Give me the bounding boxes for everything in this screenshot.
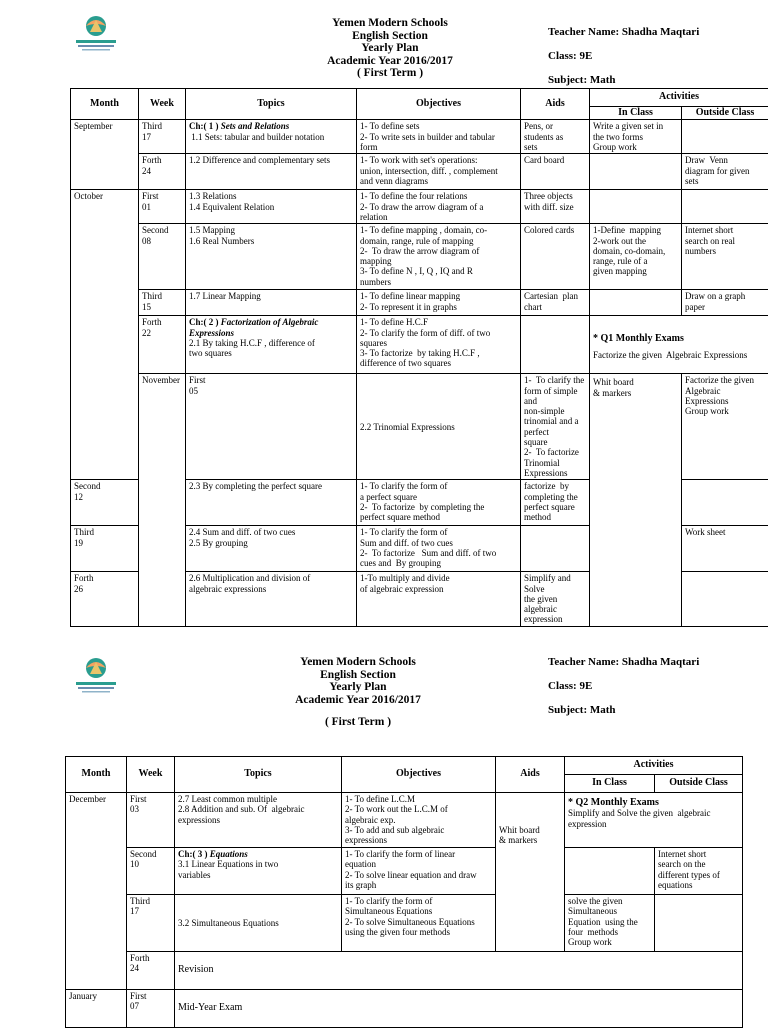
- topic-cell: 1.5 Mapping 1.6 Real Numbers: [186, 224, 357, 290]
- outside-class-cell: Draw Venn diagram for given sets: [682, 154, 768, 190]
- table-row: [71, 190, 768, 224]
- academic-year: Academic Year 2016/2017: [290, 55, 490, 68]
- outside-class-cell: Internet short search on the different types of equations: [655, 848, 743, 895]
- in-class-cell: Write a given set in the two forms Group work: [590, 120, 682, 154]
- objective-cell: 1- To clarify the form of a perfect square 2- To factorize by completing the perfect square method: [357, 480, 521, 526]
- aids-cell: Whit board & markers: [590, 374, 682, 626]
- table-row: [66, 793, 743, 848]
- col-outside-class: Outside Class: [655, 775, 743, 793]
- class-name: Class: 9E: [548, 50, 592, 62]
- topic-cell: 2.3 By completing the perfect square: [186, 480, 357, 526]
- month-cell: September: [71, 120, 139, 190]
- table-row: [66, 895, 743, 952]
- month-cell: January: [66, 990, 127, 1028]
- table-row: [66, 848, 743, 895]
- objective-cell: 1- To clarify the form of linear equation 2- To solve linear equation and draw its graph: [342, 848, 496, 895]
- header-titles: [258, 656, 458, 729]
- week-cell: First 05: [186, 374, 357, 480]
- outside-class-cell: [682, 190, 768, 224]
- term: ( First Term ): [290, 67, 490, 80]
- topic-cell: 2.6 Multiplication and division of algebraic expressions: [186, 572, 357, 626]
- table-row: [71, 290, 768, 316]
- objective-cell: 1- To define the four relations 2- To draw the arrow diagram of a relation: [357, 190, 521, 224]
- aids-cell: Card board: [521, 154, 590, 190]
- col-topics: Topics: [175, 757, 342, 793]
- month-cell: October: [71, 190, 139, 480]
- week-cell: Forth 26: [71, 572, 139, 626]
- col-week: Week: [127, 757, 175, 793]
- in-class-cell: Simplify and Solve the given algebraic expression: [521, 572, 590, 626]
- topic-cell: Ch:( 1 ) Sets and Relations 1.1 Sets: tabular and builder notation: [186, 120, 357, 154]
- week-cell: Third 15: [139, 290, 186, 316]
- table-row: [66, 952, 743, 990]
- topic-cell: 1.2 Difference and complementary sets: [186, 154, 357, 190]
- revision-cell: Revision: [175, 952, 743, 990]
- topic-cell: 2.2 Trinomial Expressions: [357, 374, 521, 480]
- school-name: Yemen Modern Schools: [290, 17, 490, 30]
- table-row: [71, 154, 768, 190]
- week-cell: First 07: [127, 990, 175, 1028]
- table-row: [71, 224, 768, 290]
- week-cell: Third 17: [139, 120, 186, 154]
- exam-period-cell: Mid-Year Exam: [175, 990, 743, 1028]
- in-class-cell: Factorize the given Algebraic Expressions Group work: [682, 374, 768, 480]
- outside-class-cell: Draw on a graph paper: [682, 290, 768, 316]
- in-class-cell: factorize by completing the perfect square method: [521, 480, 590, 526]
- school-logo: [70, 12, 122, 56]
- aids-cell: [521, 316, 590, 374]
- topic-cell: 3.2 Simultaneous Equations: [175, 895, 342, 952]
- topic-cell: 2.4 Sum and diff. of two cues 2.5 By grouping: [186, 526, 357, 572]
- col-aids: Aids: [496, 757, 565, 793]
- table-row: [71, 374, 768, 480]
- week-cell: Third 19: [71, 526, 139, 572]
- outside-class-cell: [655, 895, 743, 952]
- plan-title: Yearly Plan: [290, 42, 490, 55]
- subject-name: Subject: Math: [548, 704, 616, 716]
- month-cell: November: [139, 374, 186, 626]
- col-activities: Activities: [565, 757, 743, 775]
- table-row: [66, 990, 743, 1028]
- week-cell: Forth 24: [127, 952, 175, 990]
- outside-class-cell: Work sheet: [682, 526, 768, 572]
- week-cell: Second 12: [71, 480, 139, 526]
- objective-cell: 1- To define linear mapping 2- To represent it in graphs: [357, 290, 521, 316]
- objective-cell: 1- To define L.C.M 2- To work out the L.C.M of algebraic exp. 3- To add and sub algebraic expressions: [342, 793, 496, 848]
- plan-table-1: [70, 88, 768, 627]
- week-cell: Second 10: [127, 848, 175, 895]
- page-2: [0, 640, 768, 1024]
- exam-cell: * Q1 Monthly Exams Factorize the given Algebraic Expressions: [590, 316, 768, 374]
- subject-name: Subject: Math: [548, 74, 616, 86]
- class-name: Class: 9E: [548, 680, 592, 692]
- week-cell: First 03: [127, 793, 175, 848]
- in-class-cell: [565, 848, 655, 895]
- week-cell: Forth 22: [139, 316, 186, 374]
- in-class-cell: [590, 190, 682, 224]
- objective-cell: 1- To clarify the form of Sum and diff. of two cues 2- To factorize Sum and diff. of two cues and By grouping: [357, 526, 521, 572]
- exam-cell: * Q2 Monthly Exams Simplify and Solve the given algebraic expression: [565, 793, 743, 848]
- outside-class-cell: Internet short search on real numbers: [682, 224, 768, 290]
- table-row: [71, 316, 768, 374]
- teacher-name: Teacher Name: Shadha Maqtari: [548, 26, 699, 38]
- in-class-cell: [590, 290, 682, 316]
- section-name: English Section: [258, 669, 458, 682]
- in-class-cell: 1-Define mapping 2-work out the domain, co-domain, range, rule of a given mapping: [590, 224, 682, 290]
- table-row: [71, 120, 768, 154]
- week-cell: Second 08: [139, 224, 186, 290]
- col-objectives: Objectives: [357, 89, 521, 120]
- month-cell: December: [66, 793, 127, 990]
- col-month: Month: [66, 757, 127, 793]
- aids-cell: Pens, or students as sets: [521, 120, 590, 154]
- col-week: Week: [139, 89, 186, 120]
- topic-cell: 1.7 Linear Mapping: [186, 290, 357, 316]
- plan-table-2: [65, 756, 743, 1028]
- objective-cell: 1- To define sets 2- To write sets in builder and tabular form: [357, 120, 521, 154]
- in-class-cell: [590, 154, 682, 190]
- plan-title: Yearly Plan: [258, 681, 458, 694]
- in-class-cell: [521, 526, 590, 572]
- aids-cell: Three objects with diff. size: [521, 190, 590, 224]
- in-class-cell: solve the given Simultaneous Equation using the four methods Group work: [565, 895, 655, 952]
- academic-year: Academic Year 2016/2017: [258, 694, 458, 707]
- outside-class-cell: [682, 480, 768, 526]
- aids-cell: Whit board & markers: [496, 793, 565, 952]
- outside-class-cell: [682, 120, 768, 154]
- aids-cell: Colored cards: [521, 224, 590, 290]
- objective-cell: 1- To define mapping , domain, co- domain, range, rule of mapping 2- To draw the arrow diagram of mapping 3- To define N , I, Q , IQ and R numbers: [357, 224, 521, 290]
- objective-cell: 1-To multiply and divide of algebraic expression: [357, 572, 521, 626]
- topic-cell: 2.7 Least common multiple 2.8 Addition and sub. Of algebraic expressions: [175, 793, 342, 848]
- col-aids: Aids: [521, 89, 590, 120]
- topic-cell: Ch:( 3 ) Equations 3.1 Linear Equations in two variables: [175, 848, 342, 895]
- aids-cell: Cartesian plan chart: [521, 290, 590, 316]
- term: ( First Term ): [258, 716, 458, 729]
- objective-cell: 1- To clarify the form of Simultaneous Equations 2- To solve Simultaneous Equations using the given four methods: [342, 895, 496, 952]
- topic-cell: 1.3 Relations 1.4 Equivalent Relation: [186, 190, 357, 224]
- objective-cell: 1- To define H.C.F 2- To clarify the form of diff. of two squares 3- To factorize by taking H.C.F , difference of two squares: [357, 316, 521, 374]
- col-activities: Activities: [590, 89, 768, 107]
- week-cell: First 01: [139, 190, 186, 224]
- section-name: English Section: [290, 30, 490, 43]
- col-topics: Topics: [186, 89, 357, 120]
- col-objectives: Objectives: [342, 757, 496, 793]
- col-in-class: In Class: [565, 775, 655, 793]
- col-outside-class: Outside Class: [682, 107, 768, 120]
- school-name: Yemen Modern Schools: [258, 656, 458, 669]
- col-month: Month: [71, 89, 139, 120]
- outside-class-cell: [682, 572, 768, 626]
- col-in-class: In Class: [590, 107, 682, 120]
- topic-cell: Ch:( 2 ) Factorization of Algebraic Expressions 2.1 By taking H.C.F , difference of two squares: [186, 316, 357, 374]
- school-logo: [70, 654, 122, 698]
- week-cell: Third 17: [127, 895, 175, 952]
- objective-cell: 1- To work with set's operations: union, intersection, diff. , complement and venn diagrams: [357, 154, 521, 190]
- header-titles: [290, 17, 490, 80]
- teacher-name: Teacher Name: Shadha Maqtari: [548, 656, 699, 668]
- objective-cell: 1- To clarify the form of simple and non-simple trinomial and a perfect square 2- To factorize Trinomial Expressions: [521, 374, 590, 480]
- week-cell: Forth 24: [139, 154, 186, 190]
